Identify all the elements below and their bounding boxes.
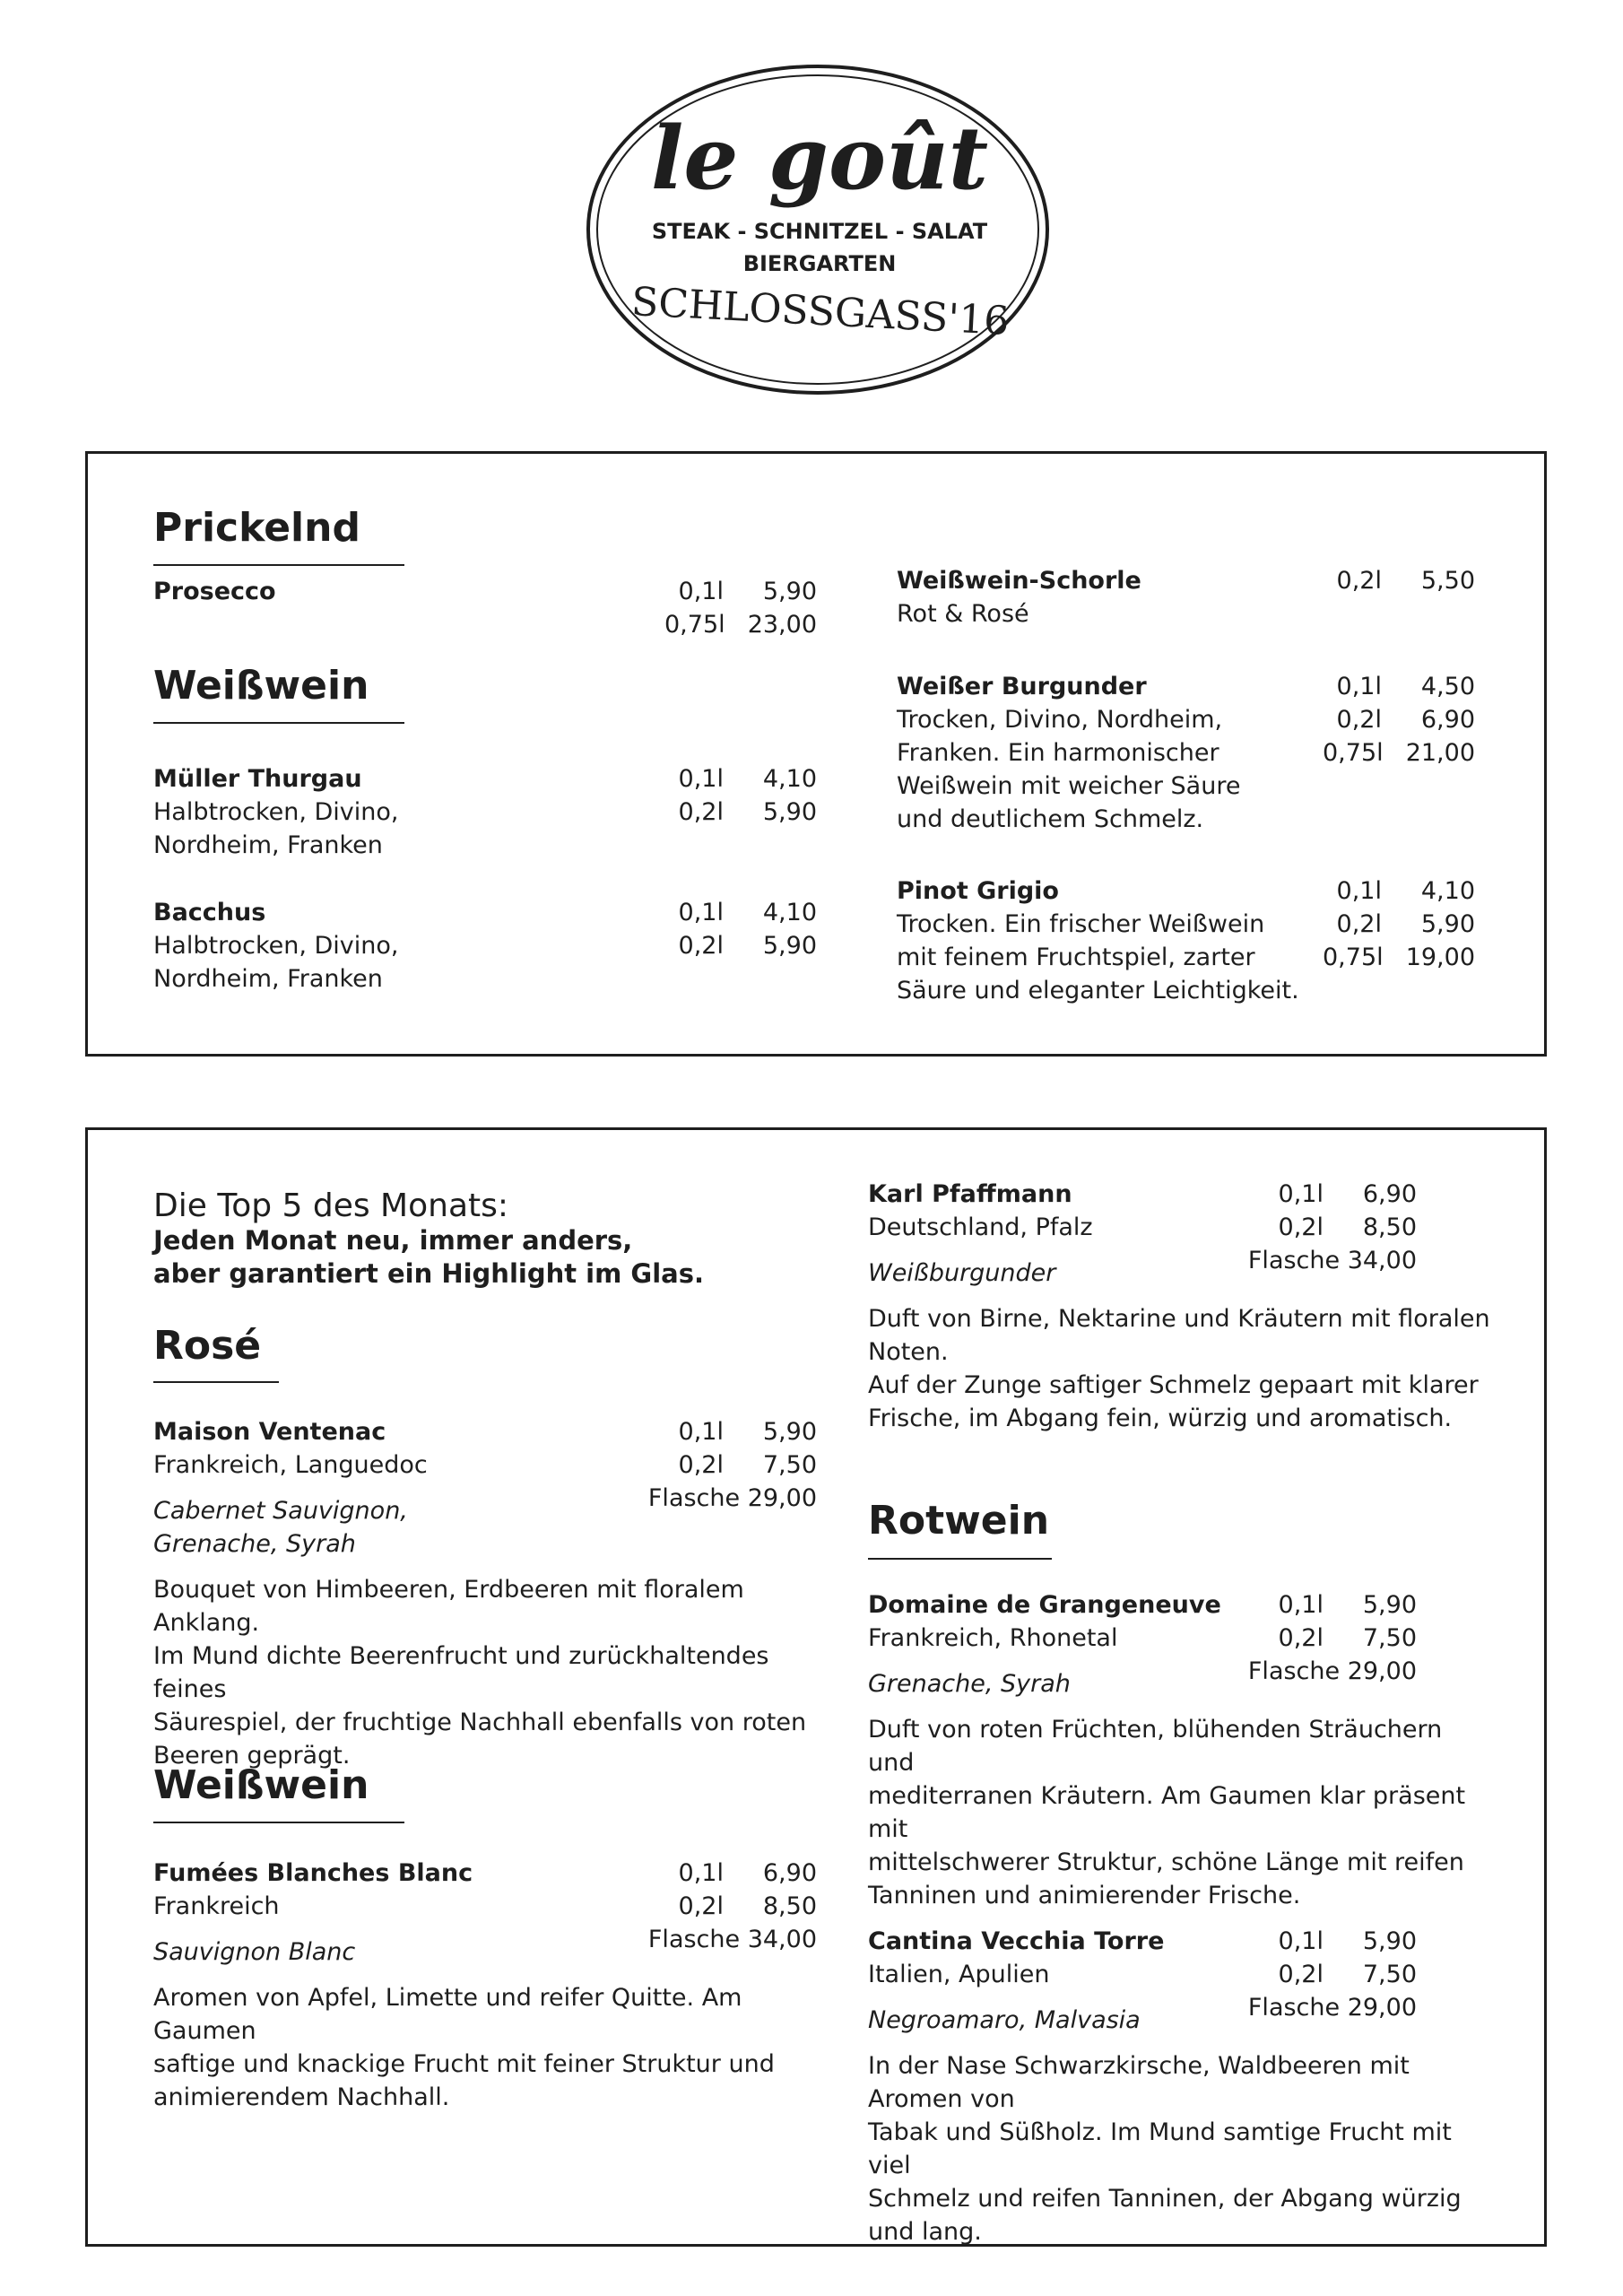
item-prices	[1323, 670, 1475, 770]
price-value: 21,00	[1405, 739, 1475, 767]
price-value: 5,90	[762, 578, 817, 605]
grape-line: Weißburgunder	[868, 1259, 1056, 1287]
item-desc-line: Halbtrocken, Divino,	[153, 932, 399, 960]
note-line: Aromen von Apfel, Limette und reifer Quitte. Am Gaumen	[153, 1984, 742, 2045]
logo-script: le goût	[650, 108, 989, 209]
price-value: 6,90	[1420, 706, 1475, 734]
item-name: Cantina Vecchia Torre	[868, 1927, 1165, 1955]
heading-prickelnd: Prickelnd	[153, 505, 360, 551]
note-line: Frische, im Abgang fein, würzig und aromatisch.	[868, 1405, 1453, 1432]
item-name: Fumées Blanches Blanc	[153, 1859, 473, 1887]
price-amount: 0,1l	[678, 765, 724, 793]
price-amount: 0,2l	[678, 1892, 724, 1920]
item-prices	[1323, 564, 1475, 597]
logo-name: SCHLOSSGASS'16	[629, 279, 1011, 345]
price-amount: 0,2l	[1278, 1624, 1324, 1652]
item-notes	[868, 2049, 1496, 2248]
price-value: 4,10	[762, 765, 817, 793]
note-line: Schmelz und reifen Tanninen, der Abgang würzig und lang.	[868, 2185, 1462, 2246]
price-value: 8,50	[762, 1892, 817, 1920]
heading-rotwein: Rotwein	[868, 1498, 1050, 1544]
item-prices	[664, 762, 817, 829]
logo-tagline-1: STEAK - SCHNITZEL - SALAT	[651, 219, 988, 244]
logo-tagline-2: BIERGARTEN	[742, 251, 897, 276]
top5-title: Die Top 5 des Monats:	[153, 1187, 509, 1224]
item-desc-line: Nordheim, Franken	[153, 965, 383, 993]
price-value: 4,50	[1420, 673, 1475, 700]
price-value: 6,90	[762, 1859, 817, 1887]
price-amount: 0,1l	[678, 899, 724, 926]
top5-subtitle-line: Jeden Monat neu, immer anders,	[153, 1225, 633, 1256]
price-amount: 0,2l	[1336, 706, 1382, 734]
menu-item-karl-pfaffmann	[868, 1178, 1496, 1435]
menu-item-maison-ventenac	[153, 1415, 817, 1772]
item-desc-line: Säure und eleganter Leichtigkeit.	[897, 977, 1299, 1004]
price-value: 5,90	[1362, 1591, 1417, 1619]
grape-line: Sauvignon Blanc	[153, 1938, 356, 1966]
bottle-price: Flasche 29,00	[1247, 1994, 1417, 2022]
item-name: Maison Ventenac	[153, 1418, 386, 1446]
item-prices	[664, 575, 817, 641]
item-name: Prosecco	[153, 578, 276, 605]
item-desc-line: Frankreich	[153, 1892, 280, 1920]
price-value: 5,50	[1420, 567, 1475, 595]
item-name: Weißwein-Schorle	[897, 567, 1141, 595]
item-notes	[868, 1302, 1496, 1435]
item-prices	[648, 1415, 817, 1515]
note-line: mediterranen Kräutern. Am Gaumen klar präsent mit	[868, 1782, 1466, 1843]
note-line: In der Nase Schwarzkirsche, Waldbeeren mit Aromen von	[868, 2052, 1410, 2113]
note-line: Im Mund dichte Beerenfrucht und zurückhaltendes feines	[153, 1642, 769, 1703]
note-line: Auf der Zunge saftiger Schmelz gepaart mit klarer	[868, 1371, 1479, 1399]
item-desc-line: und deutlichem Schmelz.	[897, 805, 1204, 833]
price-amount: 0,1l	[678, 578, 724, 605]
item-desc-line: Weißwein mit weicher Säure	[897, 772, 1241, 800]
heading-weisswein-top5: Weißwein	[153, 1762, 369, 1808]
note-line: animierendem Nachhall.	[153, 2083, 450, 2111]
note-line: Beeren geprägt.	[153, 1742, 351, 1770]
item-desc-line: Rot & Rosé	[897, 600, 1029, 628]
top5-subtitle-line: aber garantiert ein Highlight im Glas.	[153, 1258, 705, 1289]
price-amount: 0,1l	[678, 1859, 724, 1887]
menu-item-fumees-blanches	[153, 1857, 817, 2114]
restaurant-logo	[585, 63, 1051, 396]
price-amount: 0,2l	[1336, 910, 1382, 938]
price-value: 7,50	[1362, 1961, 1417, 1988]
top5-intro	[153, 1188, 704, 1291]
item-desc-line: Trocken, Divino, Nordheim,	[897, 706, 1223, 734]
price-amount: 0,75l	[1323, 944, 1384, 971]
menu-item-cantina-vecchia-torre	[868, 1925, 1496, 2248]
item-name: Karl Pfaffmann	[868, 1180, 1072, 1208]
note-line: Säurespiel, der fruchtige Nachhall ebenfalls von roten	[153, 1709, 807, 1736]
item-desc-line: Halbtrocken, Divino,	[153, 798, 399, 826]
grape-line: Grenache, Syrah	[153, 1530, 356, 1558]
box2-left-column	[153, 1130, 817, 2244]
item-prices	[1248, 1178, 1417, 1277]
heading-weisswein: Weißwein	[153, 663, 369, 709]
menu-item-domaine-de-grangeneuve	[868, 1588, 1496, 1912]
item-name: Pinot Grigio	[897, 877, 1059, 905]
item-desc-line: Frankreich, Rhonetal	[868, 1624, 1118, 1652]
heading-underline	[153, 564, 404, 566]
price-value: 5,90	[1362, 1927, 1417, 1955]
box1-left-column	[153, 454, 817, 1054]
price-amount: 0,75l	[664, 611, 725, 639]
item-name: Bacchus	[153, 899, 266, 926]
item-desc-line: Deutschland, Pfalz	[868, 1213, 1093, 1241]
item-name: Weißer Burgunder	[897, 673, 1147, 700]
price-value: 23,00	[747, 611, 817, 639]
price-value: 4,10	[1420, 877, 1475, 905]
price-value: 7,50	[1362, 1624, 1417, 1652]
bottle-price: Flasche 29,00	[647, 1484, 817, 1512]
heading-underline	[153, 722, 404, 724]
item-desc-line: Trocken. Ein frischer Weißwein	[897, 910, 1265, 938]
item-notes	[153, 1981, 817, 2114]
price-amount: 0,1l	[1336, 877, 1382, 905]
price-value: 4,10	[762, 899, 817, 926]
heading-underline	[868, 1558, 1052, 1560]
price-amount: 0,2l	[1278, 1961, 1324, 1988]
menu-item-prosecco	[153, 575, 817, 639]
item-prices	[648, 1857, 817, 1956]
note-line: Duft von roten Früchten, blühenden Sträuchern und	[868, 1716, 1443, 1777]
item-prices	[1248, 1925, 1417, 2024]
menu-item-bacchus	[153, 896, 817, 996]
menu-box-sparkling-white	[85, 451, 1547, 1057]
price-value: 5,90	[762, 798, 817, 826]
price-value: 5,90	[762, 932, 817, 960]
menu-box-top5	[85, 1127, 1547, 2247]
note-line: mittelschwerer Struktur, schöne Länge mit reifen	[868, 1848, 1464, 1876]
heading-rose: Rosé	[153, 1323, 262, 1369]
price-amount: 0,1l	[678, 1418, 724, 1446]
price-value: 8,50	[1362, 1213, 1417, 1241]
menu-item-weisswein-schorle	[897, 564, 1475, 631]
price-amount: 0,2l	[1278, 1213, 1324, 1241]
item-name: Müller Thurgau	[153, 765, 362, 793]
menu-item-mueller-thurgau	[153, 762, 817, 862]
price-amount: 0,2l	[678, 798, 724, 826]
price-amount: 0,1l	[1336, 673, 1382, 700]
price-value: 6,90	[1362, 1180, 1417, 1208]
price-value: 7,50	[762, 1451, 817, 1479]
note-line: Tanninen und animierender Frische.	[868, 1882, 1301, 1909]
grape-line: Grenache, Syrah	[868, 1670, 1071, 1698]
menu-item-pinot-grigio	[897, 874, 1475, 1007]
item-desc-line: Frankreich, Languedoc	[153, 1451, 428, 1479]
note-line: Tabak und Süßholz. Im Mund samtige Frucht mit viel	[868, 2118, 1452, 2179]
item-desc-line: Franken. Ein harmonischer	[897, 739, 1219, 767]
item-desc-line: mit feinem Fruchtspiel, zarter	[897, 944, 1255, 971]
grape-line: Negroamaro, Malvasia	[868, 2006, 1141, 2034]
bottle-price: Flasche 34,00	[647, 1926, 817, 1953]
price-amount: 0,75l	[1323, 739, 1384, 767]
price-amount: 0,1l	[1278, 1180, 1324, 1208]
item-prices	[664, 896, 817, 962]
note-line: Duft von Birne, Nektarine und Kräutern mit floralen Noten.	[868, 1305, 1490, 1366]
grape-line: Cabernet Sauvignon,	[153, 1497, 408, 1525]
box2-right-column	[868, 1130, 1496, 2244]
price-value: 19,00	[1405, 944, 1475, 971]
price-amount: 0,1l	[1278, 1927, 1324, 1955]
bottle-price: Flasche 29,00	[1247, 1657, 1417, 1685]
price-value: 5,90	[762, 1418, 817, 1446]
item-prices	[1248, 1588, 1417, 1688]
heading-underline	[153, 1381, 279, 1383]
heading-underline	[153, 1822, 404, 1823]
price-amount: 0,2l	[1336, 567, 1382, 595]
price-amount: 0,1l	[1278, 1591, 1324, 1619]
price-value: 5,90	[1420, 910, 1475, 938]
note-line: saftige und knackige Frucht mit feiner Struktur und	[153, 2050, 775, 2078]
price-amount: 0,2l	[678, 932, 724, 960]
item-desc-line: Italien, Apulien	[868, 1961, 1050, 1988]
price-amount: 0,2l	[678, 1451, 724, 1479]
item-notes	[868, 1713, 1496, 1912]
item-prices	[1323, 874, 1475, 974]
item-desc-line: Nordheim, Franken	[153, 831, 383, 859]
box1-right-column	[897, 454, 1475, 1054]
note-line: Bouquet von Himbeeren, Erdbeeren mit floralem Anklang.	[153, 1576, 744, 1637]
bottle-price: Flasche 34,00	[1247, 1247, 1417, 1274]
item-name: Domaine de Grangeneuve	[868, 1591, 1221, 1619]
item-notes	[153, 1573, 817, 1772]
menu-item-weisser-burgunder	[897, 670, 1475, 836]
